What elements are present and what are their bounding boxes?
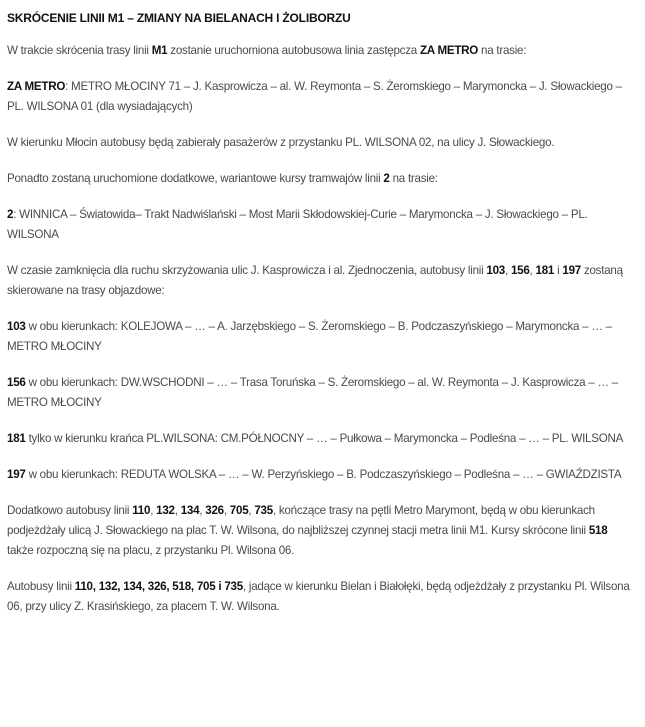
line-number: 110 [132, 504, 151, 517]
line-number: ZA METRO [7, 80, 66, 93]
line-number: 2 [383, 172, 390, 185]
mlociny-direction-paragraph [7, 133, 635, 153]
line-number: 705 [229, 504, 249, 517]
text: Ponadto zostaną uruchomione dodatkowe, wariantowe kursy tramwajów linii [7, 172, 384, 185]
line-number: 103 [7, 320, 26, 333]
line-number: 134 [180, 504, 200, 517]
text: W kierunku Młocin autobusy będą zabierały pasażerów z przystanku PL. WILSONA 02, na ulicy J. Słowackiego. [7, 136, 555, 149]
route-text: tylko w kierunku krańca PL.WILSONA: CM.PÓŁNOCNY – … – Pułkowa – Marymoncka – Podleśna – … – PL. WILSONA [25, 432, 624, 445]
text: , [174, 504, 181, 517]
text: Dodatkowo autobusy linii [7, 504, 133, 517]
line-number: 181 [7, 432, 26, 445]
line-number: 735 [254, 504, 273, 517]
line-number: 156 [510, 264, 530, 277]
text: W czasie zamknięcia dla ruchu skrzyżowania ulic J. Kasprowicza i al. Zjednoczenia, autobusy linii [7, 264, 487, 277]
text: zostanie uruchomiona autobusowa linia zastępcza [167, 44, 420, 57]
text: Autobusy linii [7, 580, 75, 593]
line-number: 326 [205, 504, 224, 517]
line-number: 132 [156, 504, 175, 517]
text: , kończące trasy na pętli Metro Marymont, będą w obu kierunkach podjeżdżały ulicą J. Słowackiego na plac T. W. Wilsona, do najbliższej czynnej stacji metra linii M1. Kursy skrócone linii [7, 504, 595, 537]
text: , [505, 264, 511, 277]
line-number: M1 [151, 44, 168, 57]
line-number: 197 [562, 264, 581, 277]
line-number: 156 [7, 376, 26, 389]
line-number: ZA METRO [419, 44, 479, 57]
line-number: 181 [535, 264, 555, 277]
bus-156-route-paragraph [7, 373, 635, 413]
line-number: 103 [486, 264, 505, 277]
text: i [554, 264, 563, 277]
article [7, 9, 635, 633]
detour-intro-paragraph [7, 261, 635, 301]
route-text: : WINNICA – Światowida– Trakt Nadwiślański – Most Marii Skłodowskiej-Curie – Marymoncka – J. Słowackiego – PL. WILSONA [7, 208, 588, 241]
route-text: w obu kierunkach: DW.WSCHODNI – … – Trasa Toruńska – S. Żeromskiego – al. W. Reymonta – J. Kasprowicza – … – METRO MŁOCINY [7, 376, 618, 409]
line-numbers: 110, 132, 134, 326, 518, 705 i 735 [74, 580, 243, 593]
route-text: w obu kierunkach: KOLEJOWA – … – A. Jarzębskiego – S. Żeromskiego – B. Podczaszyńskiego – Marymoncka – … – METRO MŁOCINY [7, 320, 612, 353]
bus-181-route-paragraph [7, 429, 635, 449]
route-text: w obu kierunkach: REDUTA WOLSKA – … – W. Perzyńskiego – B. Podczaszyńskiego – Podleśna – … – GWIAŹDZISTA [25, 468, 622, 481]
text: , [529, 264, 536, 277]
line-number: 518 [588, 524, 608, 537]
intro-paragraph [7, 41, 635, 61]
text: W trakcie skrócenia trasy linii [7, 44, 152, 57]
route-text: : METRO MŁOCINY 71 – J. Kasprowicza – al. W. Reymonta – S. Żeromskiego – Marymoncka – J. Słowackiego – PL. WILSONA 01 (dla wysiadających) [7, 80, 622, 113]
tram-2-route-paragraph [7, 205, 635, 245]
text: na trasie: [389, 172, 438, 185]
text: , [150, 504, 157, 517]
bus-197-route-paragraph [7, 465, 635, 485]
tram-intro-paragraph [7, 169, 635, 189]
marymont-buses-paragraph [7, 501, 635, 561]
text: , [248, 504, 255, 517]
text: na trasie: [478, 44, 527, 57]
text: , [223, 504, 230, 517]
bielany-direction-paragraph [7, 577, 635, 617]
za-metro-route-paragraph [7, 77, 635, 117]
text: , jadące w kierunku Bielan i Białołęki, będą odjeżdżały z przystanku Pl. Wilsona 06, przy ulicy Z. Krasińskiego, za placem T. W. Wilsona. [7, 580, 630, 613]
line-number: 197 [7, 468, 26, 481]
text: zostaną skierowane na trasy objazdowe: [7, 264, 623, 297]
line-number: 2 [7, 208, 14, 221]
article-title: SKRÓCENIE LINII M1 – ZMIANY NA BIELANACH I ŻOLIBORZU [7, 11, 351, 25]
text: , [199, 504, 206, 517]
text: także rozpoczną się na placu, z przystanku Pl. Wilsona 06. [7, 544, 295, 557]
bus-103-route-paragraph [7, 317, 635, 357]
